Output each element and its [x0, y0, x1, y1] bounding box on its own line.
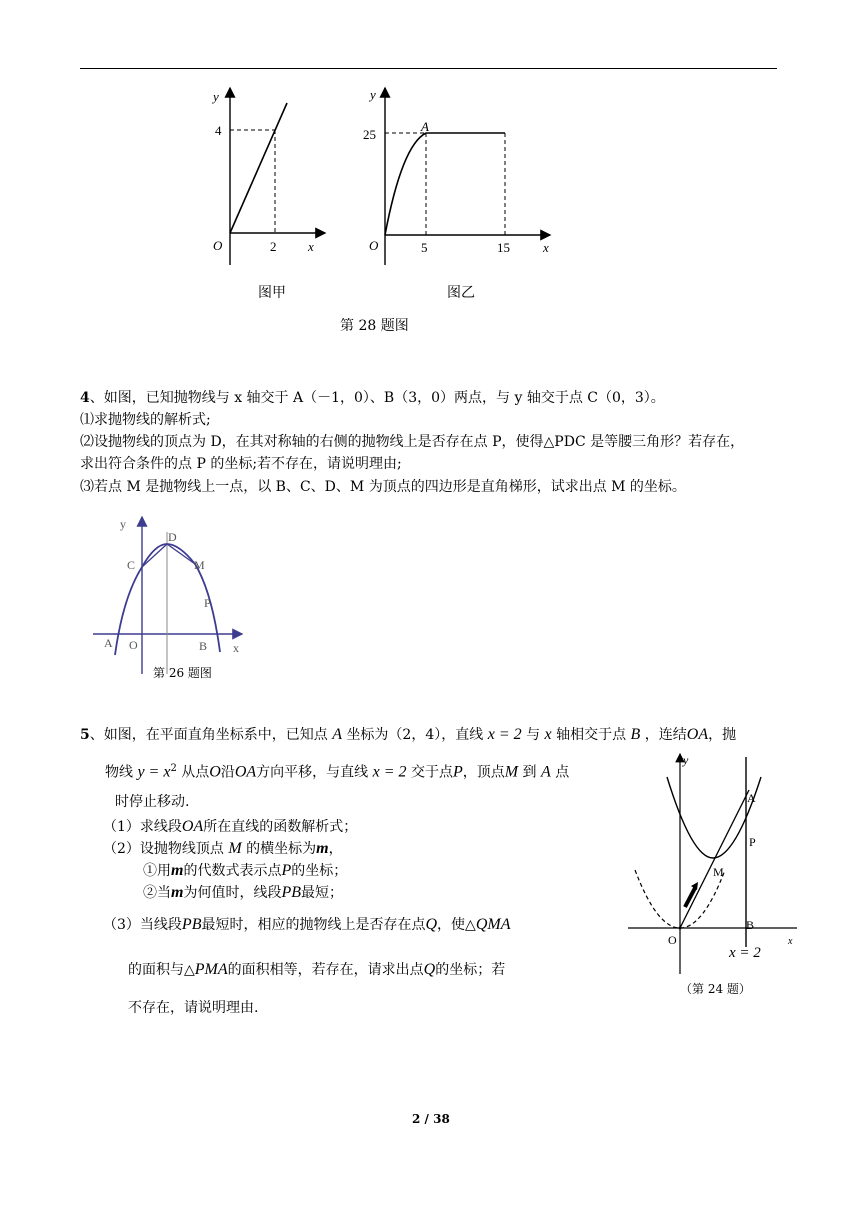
y-label: y: [370, 87, 376, 102]
q5-sub2: （2）设抛物线顶点 M 的横坐标为m，: [103, 840, 343, 857]
point-p-label: P: [749, 835, 756, 849]
curve-graph: [385, 133, 426, 235]
y-label: y: [683, 753, 689, 767]
q4-part2-line1: ⑵设抛物线的顶点为 D，在其对称轴的右侧的抛物线上是否存在点 P，使得△PDC 是等腰三角形？若存在，: [80, 434, 745, 450]
q4-part3: ⑶若点 M 是抛物线上一点，以 B、C、D、M 为顶点的四边形是直角梯形，试求出点 M 的坐标。: [80, 479, 686, 495]
segment-oa: [680, 790, 749, 928]
figure-24-caption: （第 24 题）: [680, 982, 751, 996]
figure-yi: [352, 85, 557, 265]
x-tick-2: 2: [270, 239, 277, 254]
x-label: x: [788, 936, 793, 947]
caption-jia: 图甲: [258, 285, 286, 301]
y-tick-25: 25: [363, 127, 376, 142]
q4-number: 4: [80, 390, 90, 406]
origin-label: O: [668, 933, 677, 947]
q5-sub3: （3）当线段PB最短时，相应的抛物线上是否存在点Q，使△QMA: [103, 916, 511, 933]
x-tick-15: 15: [497, 240, 510, 255]
line-graph: [230, 103, 287, 233]
point-p-label: P: [204, 596, 211, 610]
x-label: x: [543, 240, 549, 255]
figure-28-caption: 第 28 题图: [340, 318, 409, 334]
q4-part1: ⑴求抛物线的解析式;: [80, 412, 211, 428]
x-tick-5: 5: [421, 240, 428, 255]
y-tick-4: 4: [215, 123, 222, 138]
q5-line1: 5、如图，在平面直角坐标系中，已知点 A 坐标为（2，4），直线 x = 2 与 x 轴相交于点 B ，连结OA，抛: [80, 726, 737, 743]
q5-sub2-ii: ②当m为何值时，线段PB最短；: [143, 884, 343, 901]
shifted-parabola: [667, 777, 761, 858]
y-label: y: [120, 517, 126, 531]
point-m-label: M: [713, 865, 724, 879]
figure-26-caption: 第 26 题图: [153, 666, 212, 680]
origin-label: O: [129, 638, 138, 652]
x-label: x: [233, 641, 239, 655]
q5-sub3-line3: 不存在，请说明理由.: [128, 1000, 259, 1016]
point-b-label: B: [746, 918, 755, 932]
figure-24: [625, 752, 800, 977]
point-m-label: M: [194, 558, 205, 572]
direction-arrow: [685, 888, 695, 907]
point-a-label: A: [421, 119, 429, 134]
q5-sub1: （1）求线段OA所在直线的函数解析式；: [103, 818, 358, 835]
x-label: x: [308, 239, 314, 254]
equation-label: x = 2: [729, 945, 761, 961]
q5-sub2-i: ①用m的代数式表示点P的坐标；: [143, 862, 348, 879]
point-a-label: A: [747, 791, 756, 805]
y-label: y: [213, 89, 219, 104]
caption-yi: 图乙: [447, 285, 475, 301]
q4-stem: 4、如图，已知抛物线与 x 轴交于 A（－1，0）、B（3，0）两点，与 y 轴交于点 C（0，3）。: [80, 390, 665, 406]
point-a-label: A: [104, 636, 113, 650]
origin-label: O: [369, 238, 379, 253]
origin-label: O: [213, 238, 223, 253]
point-d-label: D: [168, 530, 177, 544]
q5-sub3-line2: 的面积与△PMA的面积相等，若存在，请求出点Q的坐标；若: [128, 961, 506, 978]
page-number: 2 / 38: [412, 1112, 450, 1126]
header-rule: [80, 68, 777, 69]
figure-jia: [195, 85, 330, 265]
q5-line3: 时停止移动.: [115, 794, 190, 810]
q4-part2-line2: 求出符合条件的点 P 的坐标;若不存在，请说明理由;: [80, 456, 402, 472]
figure-26: [90, 512, 250, 677]
q5-line2: 物线 $y = x^2$ 从点O沿OA方向平移，与直线 x = 2 交于点P，顶点M 到 A 点: [105, 763, 570, 781]
point-c-label: C: [127, 558, 136, 572]
point-b-label: B: [199, 639, 208, 653]
